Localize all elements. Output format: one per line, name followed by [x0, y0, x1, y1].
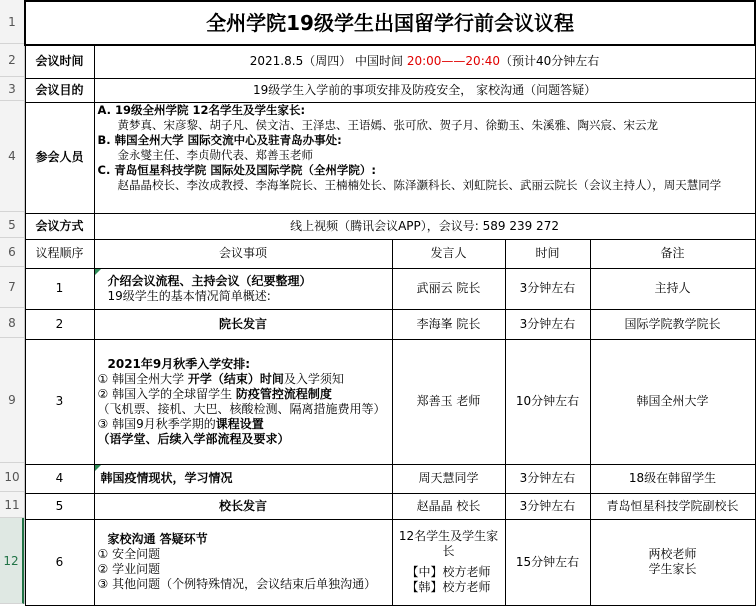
agenda-item[interactable] [94, 519, 392, 605]
meeting-time-range: 20:00——20:40 [406, 54, 501, 69]
header-time[interactable]: 时间 [505, 239, 590, 268]
agenda-order[interactable]: 1 [25, 268, 94, 309]
agenda-item-line: 介绍会议流程、主持会议（纪要整理） [107, 273, 312, 288]
meeting-time-cell[interactable] [94, 45, 755, 78]
agenda-item[interactable]: 院长发言 [94, 309, 392, 339]
row-header[interactable]: 3 [0, 77, 24, 101]
row-header[interactable]: 4 [0, 101, 24, 212]
agenda-note[interactable]: 主持人 [590, 268, 755, 309]
agenda-item-line: 2021年9月秋季入学安排: [107, 356, 251, 371]
meeting-method-label[interactable]: 会议方式 [25, 213, 94, 239]
attendees-label[interactable]: 参会人员 [25, 102, 94, 213]
meeting-duration: （预计40分钟左右 [500, 54, 600, 69]
attendee-group-b-title: B. 韩国全州大学 国际交流中心及驻青岛办事处: [97, 132, 342, 147]
agenda-item[interactable] [94, 268, 392, 309]
header-speaker[interactable]: 发言人 [392, 239, 505, 268]
agenda-note[interactable]: 18级在韩留学生 [590, 464, 755, 493]
agenda-note[interactable]: 韩国全州大学 [590, 339, 755, 464]
meeting-purpose-label[interactable]: 会议目的 [25, 78, 94, 102]
row-header[interactable]: 8 [0, 308, 24, 338]
agenda-item-line: ② 韩国入学的全球留学生 防疫管控流程制度 [97, 386, 332, 401]
agenda-time[interactable]: 3分钟左右 [505, 268, 590, 309]
agenda-item-line: （飞机票、接机、大巴、核酸检测、隔离措施费用等） [97, 401, 386, 416]
agenda-speaker[interactable]: 李海峯 院长 [392, 309, 505, 339]
agenda-speaker[interactable]: 武丽云 院长 [392, 268, 505, 309]
agenda-speaker[interactable]: 郑善玉 老师 [392, 339, 505, 464]
header-order[interactable]: 议程顺序 [25, 239, 94, 268]
meeting-date: 2021.8.5（周四） 中国时间 [249, 54, 407, 69]
agenda-speaker-line: 【中】校方老师 [406, 565, 491, 579]
table-row [25, 309, 755, 339]
meeting-time-label[interactable]: 会议时间 [25, 45, 94, 78]
agenda-note[interactable]: 青岛恒星科技学院副校长 [590, 493, 755, 519]
agenda-note-line: 两校老师 [648, 547, 697, 561]
agenda-item[interactable] [94, 339, 392, 464]
agenda-order[interactable]: 6 [25, 519, 94, 605]
table-row [25, 493, 755, 519]
row-header[interactable]: 1 [0, 0, 24, 44]
agenda-note[interactable] [590, 519, 755, 605]
table-row [25, 519, 755, 605]
row-header-column [0, 0, 25, 604]
row-header[interactable]: 9 [0, 338, 24, 463]
agenda-speaker[interactable]: 赵晶晶 校长 [392, 493, 505, 519]
agenda-table [24, 0, 756, 606]
agenda-item-line: ③ 韩国9月秋季学期的课程设置 [97, 416, 264, 431]
agenda-speaker-line: 12名学生及学生家长 [398, 529, 499, 558]
agenda-note[interactable]: 国际学院教学院长 [590, 309, 755, 339]
row-header[interactable]: 11 [0, 492, 24, 518]
agenda-item[interactable]: 韩国疫情现状，学习情况 [94, 464, 392, 493]
agenda-order[interactable]: 4 [25, 464, 94, 493]
row-header[interactable]: 10 [0, 463, 24, 492]
attendee-group-c-names: 赵晶晶校长、李汝成教授、李海峯院长、王楠楠处长、陈泽灏科长、刘虹院长、武丽云院长（会议主持人），周天慧同学 [117, 177, 722, 192]
agenda-time[interactable]: 3分钟左右 [505, 309, 590, 339]
row-header-selected[interactable]: 12 [0, 518, 24, 604]
table-row [25, 464, 755, 493]
agenda-time[interactable]: 3分钟左右 [505, 464, 590, 493]
page-title[interactable]: 全州学院19级学生出国留学行前会议议程 [25, 1, 755, 45]
attendees-cell[interactable] [94, 102, 755, 213]
header-note[interactable]: 备注 [590, 239, 755, 268]
agenda-item-line: ③ 其他问题（个例特殊情况，会议结束后单独沟通） [97, 577, 377, 591]
row-header[interactable]: 5 [0, 212, 24, 238]
table-row [25, 268, 755, 309]
meeting-purpose-value[interactable]: 19级学生入学前的事项安排及防疫安全， 家校沟通（问题答疑） [94, 78, 755, 102]
agenda-item-line: ① 韩国全州大学 开学（结束）时间及入学须知 [97, 371, 344, 386]
agenda-note-line: 学生家长 [648, 562, 697, 576]
header-item[interactable]: 会议事项 [94, 239, 392, 268]
attendee-group-b-names: 金永燮主任、李贞勋代表、郑善玉老师 [117, 147, 313, 162]
row-header[interactable]: 6 [0, 238, 24, 267]
agenda-time[interactable]: 3分钟左右 [505, 493, 590, 519]
agenda-speaker[interactable] [392, 519, 505, 605]
agenda-item-line: （语学堂、后续入学部流程及要求） [97, 431, 290, 446]
agenda-item-line: 家校沟通 答疑环节 [107, 532, 208, 546]
agenda-time[interactable]: 15分钟左右 [505, 519, 590, 605]
attendee-group-c-title: C. 青岛恒星科技学院 国际处及国际学院（全州学院）: [97, 162, 376, 177]
agenda-time[interactable]: 10分钟左右 [505, 339, 590, 464]
table-row [25, 339, 755, 464]
agenda-item-line: 19级学生的基本情况简单概述: [107, 288, 271, 303]
agenda-item[interactable]: 校长发言 [94, 493, 392, 519]
attendee-group-a-names: 黄梦真、宋彦黎、胡子凡、侯文洁、王泽忠、王语嫣、张可欣、贺子月、徐勤玉、朱溪雅、陶兴宸、宋云龙 [117, 117, 658, 132]
agenda-speaker-line: 【韩】校方老师 [406, 580, 491, 594]
agenda-order[interactable]: 5 [25, 493, 94, 519]
row-header[interactable]: 2 [0, 44, 24, 77]
attendee-group-a-title: A. 19级全州学院 12名学生及学生家长: [97, 102, 306, 117]
agenda-speaker[interactable]: 周天慧同学 [392, 464, 505, 493]
meeting-method-value[interactable]: 线上视频（腾讯会议APP），会议号: 589 239 272 [94, 213, 755, 239]
agenda-item-line: ① 安全问题 [97, 547, 161, 561]
agenda-order[interactable]: 2 [25, 309, 94, 339]
agenda-order[interactable]: 3 [25, 339, 94, 464]
agenda-item-line: ② 学业问题 [97, 562, 161, 576]
row-header[interactable]: 7 [0, 267, 24, 308]
